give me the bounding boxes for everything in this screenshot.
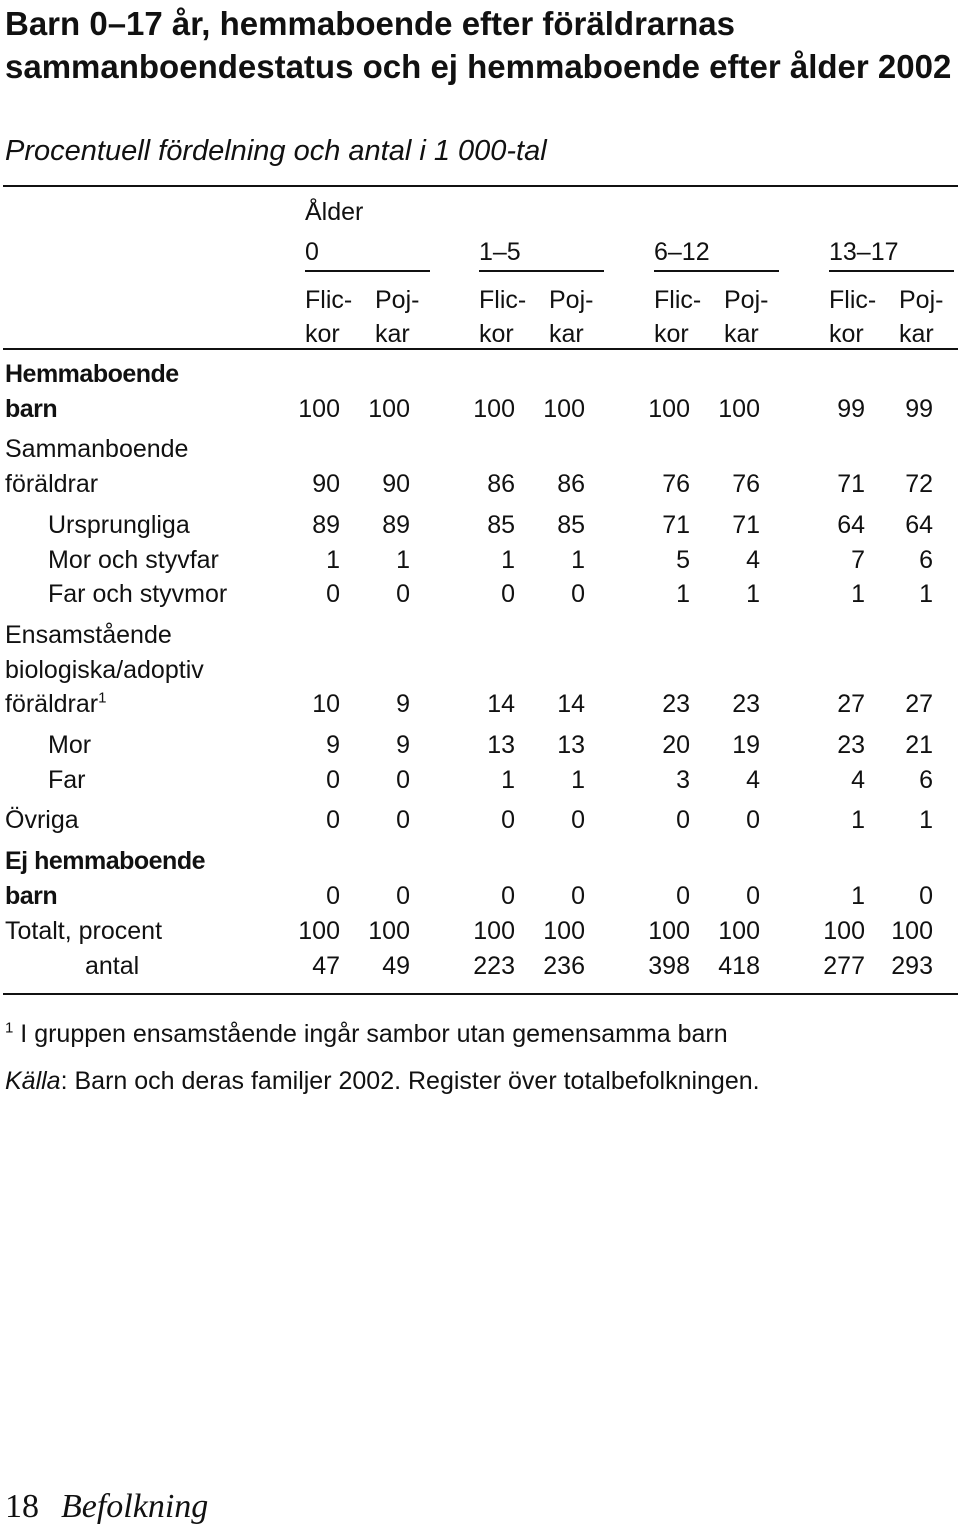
age-group-1: 1–5 bbox=[479, 238, 521, 266]
section-name: Befolkning bbox=[61, 1488, 209, 1525]
table-cell: 100 bbox=[368, 917, 410, 945]
table-cell: 236 bbox=[543, 951, 585, 980]
page-footer bbox=[5, 1485, 208, 1529]
age-group-underline-2 bbox=[654, 270, 779, 272]
row-label: Övriga bbox=[5, 806, 79, 835]
girls-header-line1: Flic- bbox=[829, 286, 877, 314]
table-cell: 89 bbox=[382, 510, 410, 539]
row-label: barn bbox=[5, 394, 58, 423]
table-cell: 76 bbox=[732, 470, 760, 499]
table-cell: 89 bbox=[312, 510, 340, 539]
table-cell: 90 bbox=[312, 470, 340, 499]
table-cell: 1 bbox=[676, 580, 690, 609]
footnote-ref: 1 bbox=[98, 689, 107, 707]
table-cell: 49 bbox=[382, 951, 410, 980]
boys-header-line2: kar bbox=[899, 320, 934, 348]
table-cell: 418 bbox=[718, 951, 760, 980]
table-cell: 76 bbox=[662, 470, 690, 499]
table-cell: 7 bbox=[851, 545, 865, 574]
table-cell: 1 bbox=[919, 806, 933, 835]
source-label: Källa bbox=[5, 1067, 61, 1095]
table-cell: 85 bbox=[557, 510, 585, 539]
table-cell: 100 bbox=[298, 394, 340, 423]
table-cell: 27 bbox=[837, 690, 865, 719]
age-label: Ålder bbox=[305, 198, 364, 226]
row-label: Ej hemmaboende bbox=[5, 847, 205, 876]
girls-header-line2: kor bbox=[305, 320, 340, 348]
table-cell: 1 bbox=[396, 545, 410, 574]
table-cell: 6 bbox=[919, 545, 933, 574]
table-cell: 0 bbox=[919, 881, 933, 910]
table-cell: 100 bbox=[298, 917, 340, 945]
footnote-marker: 1 bbox=[5, 1019, 14, 1037]
table-cell: 72 bbox=[905, 470, 933, 499]
table-cell: 71 bbox=[662, 510, 690, 539]
girls-header-line2: kor bbox=[654, 320, 689, 348]
table-cell: 0 bbox=[326, 881, 340, 910]
girls-header-line1: Flic- bbox=[479, 286, 527, 314]
table-cell: 100 bbox=[891, 917, 933, 945]
boys-header-line1: Poj- bbox=[899, 286, 944, 314]
row-label: Far och styvmor bbox=[48, 580, 228, 609]
table-cell: 10 bbox=[312, 690, 340, 719]
boys-header-line1: Poj- bbox=[549, 286, 594, 314]
table-cell: 86 bbox=[487, 470, 515, 499]
table-cell: 100 bbox=[823, 917, 865, 945]
table-cell: 0 bbox=[676, 806, 690, 835]
table-cell: 64 bbox=[837, 510, 865, 539]
table-cell: 21 bbox=[905, 731, 933, 759]
table-cell: 23 bbox=[662, 690, 690, 719]
footnote-text: I gruppen ensamstående ingår sambor utan gemensamma barn bbox=[20, 1020, 728, 1048]
table-cell: 1 bbox=[851, 881, 865, 910]
source-note bbox=[5, 1064, 760, 1098]
table-cell: 0 bbox=[571, 881, 585, 910]
table-cell: 19 bbox=[732, 731, 760, 759]
table-cell: 5 bbox=[676, 545, 690, 574]
table-cell: 0 bbox=[396, 765, 410, 794]
table-cell: 0 bbox=[326, 580, 340, 609]
table-cell: 9 bbox=[396, 731, 410, 759]
table-cell: 398 bbox=[648, 951, 690, 980]
table-cell: 23 bbox=[732, 690, 760, 719]
table-cell: 9 bbox=[396, 690, 410, 719]
table-cell: 3 bbox=[676, 765, 690, 794]
row-label: Hemmaboende bbox=[5, 360, 179, 388]
table-cell: 13 bbox=[557, 731, 585, 759]
table-cell: 1 bbox=[919, 580, 933, 609]
age-group-underline-3 bbox=[829, 270, 954, 272]
table-cell: 90 bbox=[382, 470, 410, 499]
table-cell: 100 bbox=[473, 917, 515, 945]
table-cell: 0 bbox=[501, 881, 515, 910]
table-cell: 20 bbox=[662, 731, 690, 759]
table-cell: 223 bbox=[473, 951, 515, 980]
row-label: Mor bbox=[48, 731, 92, 759]
table-cell: 100 bbox=[648, 394, 690, 423]
table-cell: 47 bbox=[312, 951, 340, 980]
table-cell: 100 bbox=[718, 394, 760, 423]
table-cell: 0 bbox=[326, 806, 340, 835]
table-cell: 27 bbox=[905, 690, 933, 719]
table-cell: 99 bbox=[837, 394, 865, 423]
table-cell: 0 bbox=[501, 806, 515, 835]
table-cell: 1 bbox=[851, 580, 865, 609]
page-subtitle: Procentuell fördelning och antal i 1 000-tal bbox=[5, 135, 547, 167]
table-cell: 71 bbox=[732, 510, 760, 539]
table-cell: 0 bbox=[501, 580, 515, 609]
table-cell: 0 bbox=[676, 881, 690, 910]
table-cell: 100 bbox=[648, 917, 690, 945]
table-cell: 14 bbox=[487, 690, 515, 719]
page-number: 18 bbox=[5, 1488, 39, 1525]
row-label: föräldrar bbox=[5, 470, 99, 499]
table-cell: 0 bbox=[396, 806, 410, 835]
table-cell: 99 bbox=[905, 394, 933, 423]
girls-header-line1: Flic- bbox=[654, 286, 702, 314]
boys-header-line2: kar bbox=[549, 320, 584, 348]
age-group-underline-1 bbox=[479, 270, 604, 272]
row-label: Mor och styvfar bbox=[48, 545, 219, 574]
total-label: antal bbox=[85, 951, 140, 980]
table-cell: 100 bbox=[473, 394, 515, 423]
row-label: Sammanboende bbox=[5, 435, 189, 464]
age-group-0: 0 bbox=[305, 238, 319, 266]
row-label: biologiska/adoptiv bbox=[5, 655, 204, 684]
table-cell: 100 bbox=[543, 917, 585, 945]
table-cell: 1 bbox=[571, 765, 585, 794]
table-cell: 64 bbox=[905, 510, 933, 539]
table-cell: 1 bbox=[501, 545, 515, 574]
table-cell: 0 bbox=[571, 580, 585, 609]
table-cell: 86 bbox=[557, 470, 585, 499]
table-cell: 0 bbox=[746, 881, 760, 910]
boys-header-line1: Poj- bbox=[375, 286, 420, 314]
table-cell: 23 bbox=[837, 731, 865, 759]
girls-header-line1: Flic- bbox=[305, 286, 353, 314]
row-label: föräldrar$^1$ bbox=[5, 689, 107, 719]
table-cell: 9 bbox=[326, 731, 340, 759]
table-cell: 0 bbox=[746, 806, 760, 835]
row-label: barn bbox=[5, 881, 58, 910]
girls-header-line2: kor bbox=[829, 320, 864, 348]
table-top-rule bbox=[3, 185, 958, 187]
age-group-underline-0 bbox=[305, 270, 430, 272]
row-label: Ursprungliga bbox=[48, 510, 190, 539]
table-cell: 1 bbox=[326, 545, 340, 574]
table-cell: 6 bbox=[919, 765, 933, 794]
table-cell: 0 bbox=[396, 580, 410, 609]
table-cell: 4 bbox=[746, 545, 760, 574]
table-cell: 1 bbox=[501, 765, 515, 794]
table-cell: 71 bbox=[837, 470, 865, 499]
age-group-2: 6–12 bbox=[654, 238, 710, 266]
table-cell: 100 bbox=[718, 917, 760, 945]
table-cell: 0 bbox=[326, 765, 340, 794]
footnote bbox=[5, 1017, 728, 1051]
header-bottom-rule bbox=[3, 348, 958, 350]
table-bottom-rule bbox=[3, 993, 958, 995]
table-cell: 100 bbox=[543, 394, 585, 423]
table-cell: 293 bbox=[891, 951, 933, 980]
boys-header-line2: kar bbox=[375, 320, 410, 348]
boys-header-line1: Poj- bbox=[724, 286, 769, 314]
row-label: Ensamstående bbox=[5, 620, 172, 649]
table-cell: 1 bbox=[746, 580, 760, 609]
table-cell: 4 bbox=[746, 765, 760, 794]
table-cell: 1 bbox=[851, 806, 865, 835]
table-cell: 85 bbox=[487, 510, 515, 539]
table-cell: 277 bbox=[823, 951, 865, 980]
table-cell: 1 bbox=[571, 545, 585, 574]
table-cell: 0 bbox=[571, 806, 585, 835]
table-cell: 0 bbox=[396, 881, 410, 910]
table-cell: 100 bbox=[368, 394, 410, 423]
total-label: Totalt, procent bbox=[5, 917, 163, 945]
source-text: : Barn och deras familjer 2002. Register över totalbefolkningen. bbox=[60, 1067, 760, 1095]
table-cell: 4 bbox=[851, 765, 865, 794]
boys-header-line2: kar bbox=[724, 320, 759, 348]
row-label: Far bbox=[48, 765, 86, 794]
page-title: Barn 0–17 år, hemmaboende efter föräldrarnas sammanboendestatus och ej hemmaboende efter ålder 2002 bbox=[5, 5, 952, 85]
table-cell: 14 bbox=[557, 690, 585, 719]
table-cell: 13 bbox=[487, 731, 515, 759]
age-group-3: 13–17 bbox=[829, 238, 899, 266]
girls-header-line2: kor bbox=[479, 320, 514, 348]
